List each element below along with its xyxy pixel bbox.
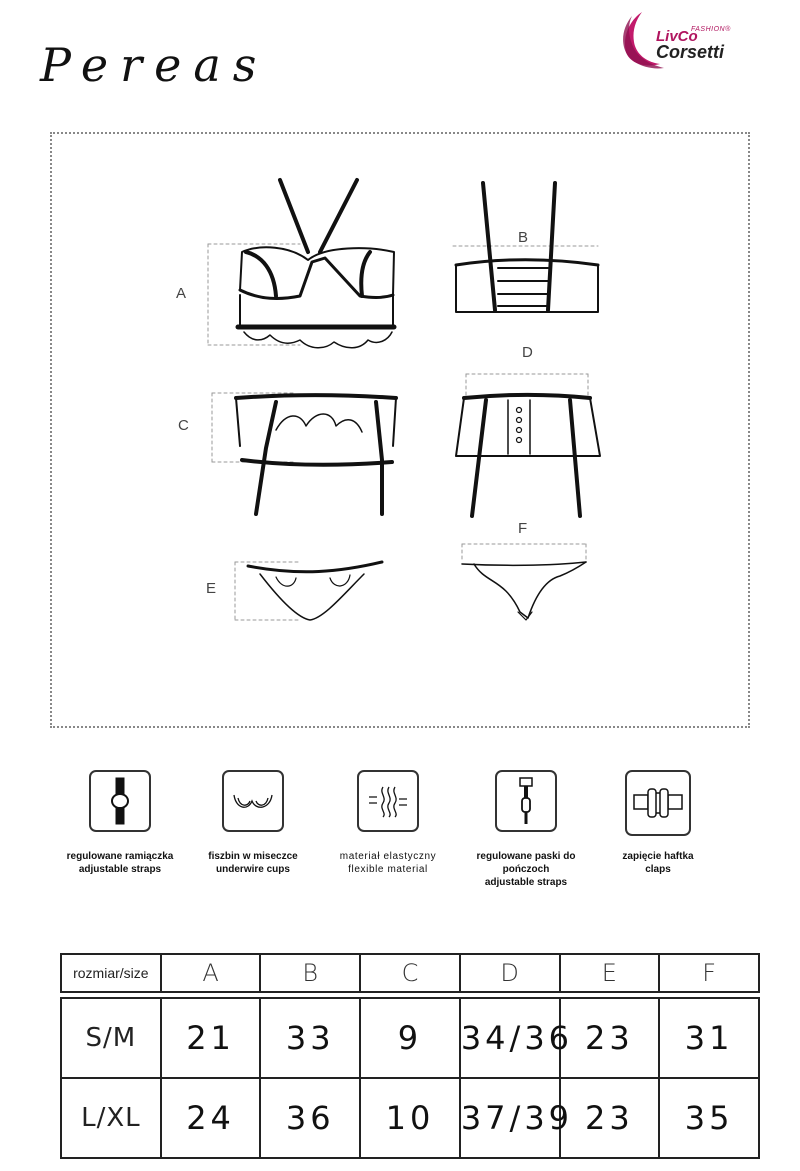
size-table-header-cell: C <box>360 954 460 992</box>
size-table-header-cell: F <box>659 954 759 992</box>
feature-label-pl: zapięcie haftka <box>622 851 694 862</box>
feature-label-en: underwire cups <box>216 864 290 875</box>
thong-front-sketch <box>235 562 382 620</box>
bra-back-sketch <box>453 183 598 312</box>
brand-name-livco: LivCo <box>656 28 698 45</box>
flexible-material-icon <box>357 770 419 832</box>
size-cell: S/M <box>61 998 161 1078</box>
feature-adjustable-straps <box>45 770 195 876</box>
measure-cell: 34/36 <box>460 998 560 1078</box>
underwire-cups-icon <box>222 770 284 832</box>
product-title: Pereas <box>40 38 269 92</box>
measure-cell: 36 <box>260 1078 360 1158</box>
bra-front-sketch <box>208 180 394 348</box>
measure-cell: 33 <box>260 998 360 1078</box>
feature-label-pl: regulowane ramiączka <box>66 851 174 862</box>
measure-cell: 9 <box>360 998 460 1078</box>
size-table-header-cell: A <box>161 954 261 992</box>
feature-underwire-cups <box>178 770 328 876</box>
garter-belt-front-sketch <box>212 393 396 514</box>
size-table-header-cell: E <box>560 954 660 992</box>
hook-clasp-icon <box>625 770 691 836</box>
feature-flexible-material <box>313 770 463 876</box>
measure-cell: 21 <box>161 998 261 1078</box>
size-table <box>60 953 760 1159</box>
feature-hook-clasp <box>583 770 733 876</box>
size-table-header-cell: D <box>460 954 560 992</box>
dimension-label-d: D <box>522 344 533 361</box>
size-table-header-cell: B <box>260 954 360 992</box>
feature-label-en: claps <box>645 864 671 875</box>
measure-cell: 37/39 <box>460 1078 560 1158</box>
dimension-label-c: C <box>178 417 189 434</box>
size-table-header-cell: rozmiar/size <box>61 954 161 992</box>
measure-cell: 31 <box>659 998 759 1078</box>
measure-cell: 23 <box>560 998 660 1078</box>
dimension-label-b: B <box>518 229 529 246</box>
dimension-label-a: A <box>176 285 187 302</box>
table-row <box>61 998 759 1078</box>
thong-back-sketch <box>462 544 586 620</box>
adjustable-strap-icon <box>89 770 151 832</box>
feature-label-en: flexible material <box>348 864 428 875</box>
feature-stocking-straps <box>450 770 602 889</box>
feature-label-pl: fiszbin w miseczce <box>208 851 298 862</box>
feature-label-en: adjustable straps <box>78 864 162 875</box>
garter-belt-back-sketch <box>456 374 600 516</box>
feature-label-pl: materiał elastyczny <box>339 851 437 862</box>
size-table-header-row <box>61 954 759 992</box>
size-cell: L/XL <box>61 1078 161 1158</box>
feature-label-pl: regulowane paski do pończoch <box>476 851 576 875</box>
brand-name-fashion: FASHION® <box>691 26 731 33</box>
brand-name-corsetti: Corsetti <box>656 42 725 62</box>
measure-cell: 10 <box>360 1078 460 1158</box>
measure-cell: 23 <box>560 1078 660 1158</box>
feature-label-en: adjustable straps <box>484 877 568 888</box>
table-row <box>61 1078 759 1158</box>
stocking-strap-icon <box>495 770 557 832</box>
measure-cell: 24 <box>161 1078 261 1158</box>
dimension-label-f: F <box>518 520 528 537</box>
dimension-label-e: E <box>206 580 217 597</box>
measure-cell: 35 <box>659 1078 759 1158</box>
